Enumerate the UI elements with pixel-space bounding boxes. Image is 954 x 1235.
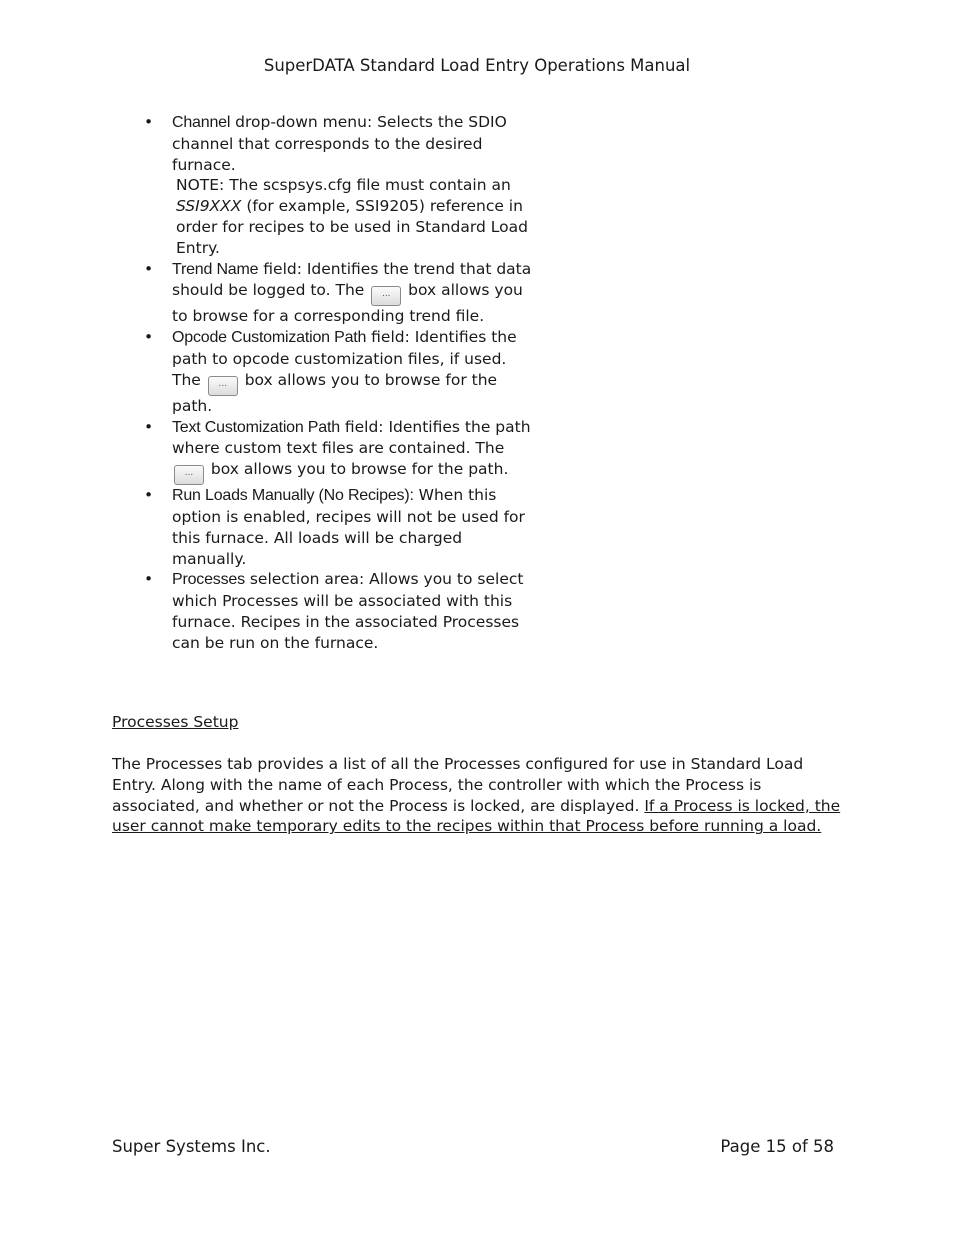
browse-button-icon: ... xyxy=(208,376,238,396)
list-item-processes xyxy=(112,569,532,653)
term-text-path: Text Customization Path xyxy=(172,418,340,436)
note-channel: NOTE: The scspsys.cfg file must contain an SSI9XXX (for example, SSI9205) reference in order for recipes to be used in Standard Load Entry. xyxy=(176,176,528,257)
desc-text-path: field: Identifies the path where custom text files are contained. The xyxy=(172,417,531,458)
desc-text-path-rest: box allows you to browse for the path. xyxy=(206,460,509,479)
term-trend-name: Trend Name xyxy=(172,260,259,278)
footer-company: Super Systems Inc. xyxy=(112,1137,271,1156)
browse-button-icon: ... xyxy=(371,286,401,306)
field-description-list xyxy=(112,112,532,654)
bullet-icon: • xyxy=(144,328,154,347)
bullet-icon: • xyxy=(144,113,154,131)
footer-page-number: Page 15 of 58 xyxy=(720,1137,834,1156)
term-run-loads-manually: Run Loads Manually (No Recipes): xyxy=(172,487,414,505)
underlined-sentence: If a Process is locked, the user cannot make temporary edits to the recipes within that Process before running a load. xyxy=(112,796,841,836)
list-item-opcode-path xyxy=(112,327,532,416)
list-item-trend-name xyxy=(112,259,532,328)
desc-opcode-path-rest: box allows you to browse for the path. xyxy=(172,370,498,415)
bullet-icon: • xyxy=(144,259,154,278)
desc-trend-name-rest: box allows you to browse for a corresponding trend file. xyxy=(172,281,523,326)
bullet-icon: • xyxy=(144,570,154,589)
list-item-text-path xyxy=(112,417,532,486)
desc-opcode-path: field: Identifies the path to opcode customization files, if used. The xyxy=(172,328,517,389)
desc-processes: selection area: Allows you to select which Processes will be associated with this furnace. Recipes in the associated Processes can be run on the furnace. xyxy=(172,570,524,652)
body-paragraph: The Processes tab provides a list of all the Processes configured for use in Standard Load Entry. Along with the name of each Process, the controller with which the Process is associated, and whether or not the Process is locked, are displayed. If a Process is locked, the user cannot make temporary edits to the recipes within that Process before running a load. xyxy=(112,755,841,836)
desc-trend-name: field: Identifies the trend that data should be logged to. The xyxy=(172,259,532,300)
term-processes: Processes xyxy=(172,571,245,589)
desc-run-loads-manually: When this option is enabled, recipes will not be used for this furnace. All loads will be charged manually. xyxy=(172,486,525,568)
bullet-icon: • xyxy=(144,486,154,505)
section-heading: Processes Setup xyxy=(112,713,239,731)
term-opcode-path: Opcode Customization Path xyxy=(172,329,367,347)
term-channel: Channel xyxy=(172,114,231,131)
desc-channel: drop-down menu: Selects the SDIO channel that corresponds to the desired furnace. xyxy=(172,113,507,174)
page-header: SuperDATA Standard Load Entry Operations Manual xyxy=(263,56,691,75)
list-item-run-loads-manually xyxy=(112,485,532,569)
bullet-icon: • xyxy=(144,417,154,436)
browse-button-icon: ... xyxy=(174,465,204,485)
list-item-channel xyxy=(112,112,532,259)
